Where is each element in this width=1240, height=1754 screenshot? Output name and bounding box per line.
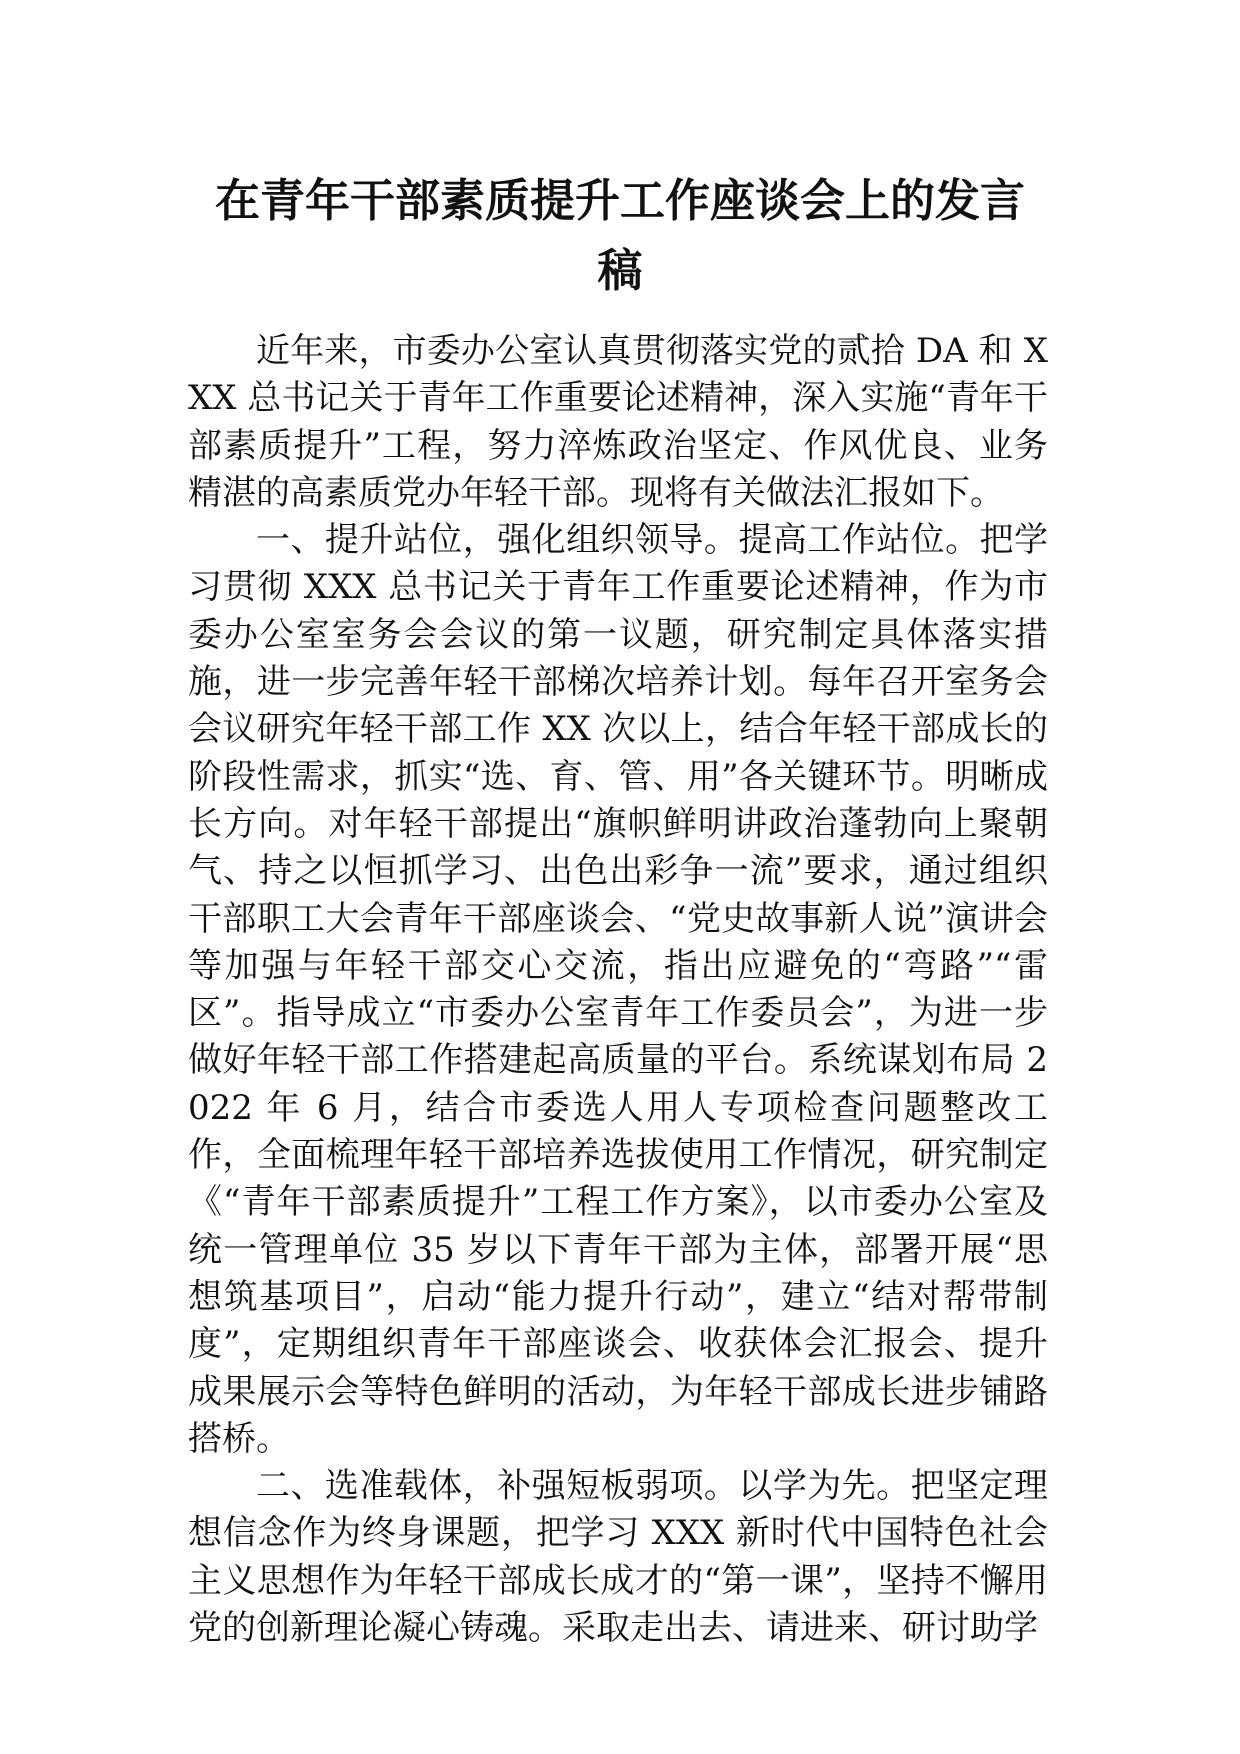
section-one-paragraph: 一、提升站位，强化组织领导。提高工作站位。把学习贯彻 XXX 总书记关于青年工作重要论述精神，作为市委办公室室务会会议的第一议题，研究制定具体落实措施，进一步完善年轻干部梯次培养计划。每年召开室务会会议研究年轻干部工作 XX 次以上，结合年轻干部成长的阶段性需求，抓实“选、育、管、用”各关键环节。明晰成长方向。对年轻干部提出“旗帜鲜明讲政治蓬勃向上聚朝气、持之以恒抓学习、出色出彩争一流”要求，通过组织干部职工大会青年干部座谈会、“党史故事新人说”演讲会等加强与年轻干部交心交流，指出应避免的“弯路”“雷区”。指导成立“市委办公室青年工作委员会”，为进一步做好年轻干部工作搭建起高质量的平台。系统谋划布局 2022 年 6 月，结合市委选人用人专项检查问题整改工作，全面梳理年轻干部培养选拔使用工作情况，研究制定《“青年干部素质提升”工程工作方案》，以市委办公室及统一管理单位 35 岁以下青年干部为主体，部署开展“思想筑基项目”，启动“能力提升行动”，建立“结对帮带制度”，定期组织青年干部座谈会、收获体会汇报会、提升成果展示会等特色鲜明的活动，为年轻干部成长进步铺路搭桥。 bbox=[188, 520, 1048, 1459]
section-two-paragraph: 二、选准载体，补强短板弱项。以学为先。把坚定理想信念作为终身课题，把学习 XXX 新时代中国特色社会主义思想作为年轻干部成长成才的“第一课”，坚持不懈用党的创新理论凝心铸魂。采取走出去、请进来、研讨助学 bbox=[188, 1466, 1048, 1649]
document-body bbox=[188, 328, 1048, 1652]
intro-paragraph: 近年来，市委办公室认真贯彻落实党的贰拾 DA 和 XXX 总书记关于青年工作重要论述精神，深入实施“青年干部素质提升”工程，努力淬炼政治坚定、作风优良、业务精湛的高素质党办年轻干部。现将有关做法汇报如下。 bbox=[188, 331, 1048, 513]
document-title-line-1: 在青年干部素质提升工作座谈会上的发言 bbox=[214, 174, 1025, 227]
document-title-line-2: 稿 bbox=[597, 244, 643, 297]
